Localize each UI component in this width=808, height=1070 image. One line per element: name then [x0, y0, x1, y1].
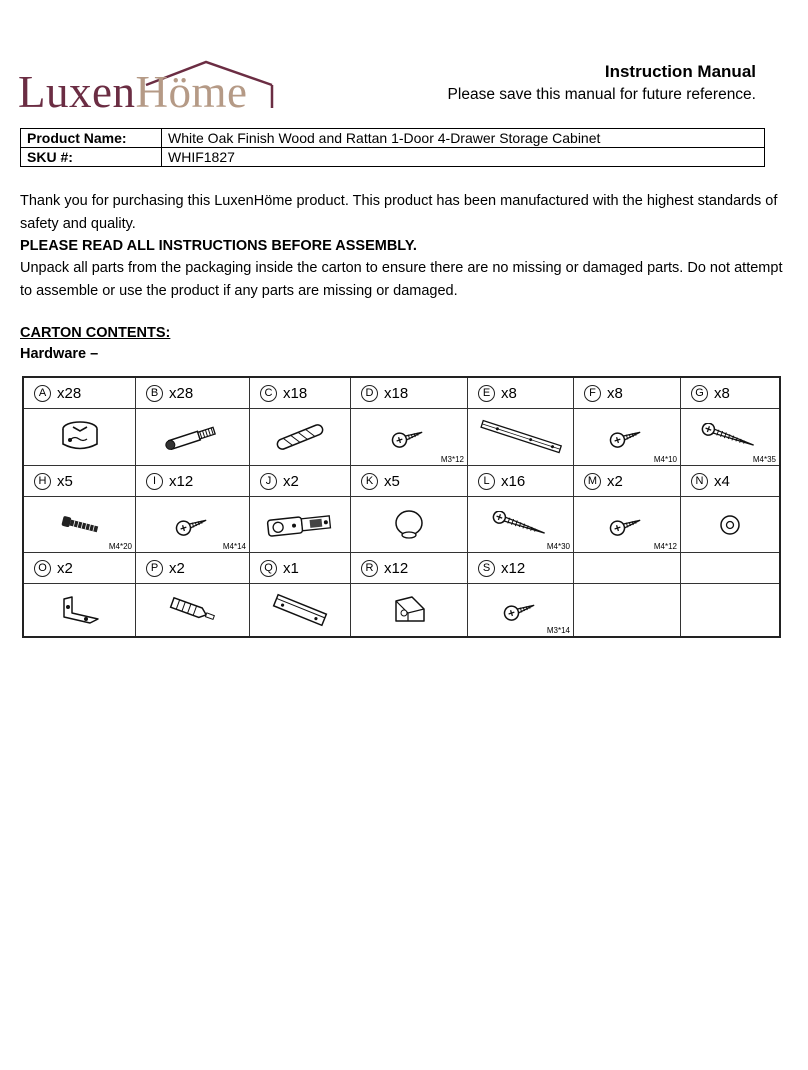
part-letter-badge: J — [260, 473, 277, 490]
brand-part-2: Höme — [135, 67, 248, 117]
part-g-picture — [681, 409, 779, 466]
part-letter-badge: R — [361, 560, 378, 577]
part-quantity: x12 — [169, 472, 194, 490]
part-q-header — [250, 553, 351, 584]
part-letter-badge: D — [361, 385, 378, 402]
intro-thanks: Thank you for purchasing this LuxenHöme product. This product has been manufactured with the highest standards of safety and quality. — [20, 193, 778, 232]
part-a-header — [24, 378, 136, 409]
brand-logo — [18, 58, 280, 117]
part-letter-badge: E — [478, 385, 495, 402]
part-quantity: x2 — [607, 472, 623, 490]
part-quantity: x12 — [384, 559, 409, 577]
part-quantity: x2 — [283, 472, 299, 490]
part-quantity: x1 — [283, 559, 299, 577]
part-l-picture — [468, 497, 574, 553]
part-letter-badge: O — [34, 560, 51, 577]
part-letter-badge: I — [146, 473, 163, 490]
part-i-header — [136, 466, 250, 497]
product-name-label: Product Name: — [21, 129, 162, 148]
part-size-label: M4*14 — [222, 542, 246, 551]
part-f-picture — [574, 409, 681, 466]
product-name-row — [21, 129, 765, 148]
part-e-picture — [468, 409, 574, 466]
part-quantity: x28 — [57, 384, 82, 402]
part-quantity: x8 — [607, 384, 623, 402]
part-k-picture — [351, 497, 468, 553]
part-n-picture — [681, 497, 779, 553]
part-k-header — [351, 466, 468, 497]
part-j-header — [250, 466, 351, 497]
part-d-picture — [351, 409, 468, 466]
part-letter-badge: P — [146, 560, 163, 577]
document-title: Instruction Manual — [604, 62, 756, 81]
part-quantity: x5 — [384, 472, 400, 490]
part-quantity: x5 — [57, 472, 73, 490]
part-q-picture — [250, 584, 351, 636]
part-p-header — [136, 553, 250, 584]
sku-value: WHIF1827 — [162, 148, 765, 167]
sku-row — [21, 148, 765, 167]
product-name-value: White Oak Finish Wood and Rattan 1-Door 4-Drawer Storage Cabinet — [162, 129, 765, 148]
part-s-picture — [468, 584, 574, 636]
part-l-header — [468, 466, 574, 497]
part-letter-badge: F — [584, 385, 601, 402]
document-subtitle: Please save this manual for future reference. — [447, 86, 756, 103]
part-a-picture — [24, 409, 136, 466]
hardware-label: Hardware – — [20, 346, 99, 362]
part-g-header — [681, 378, 779, 409]
part-r-picture — [351, 584, 468, 636]
part-quantity: x28 — [169, 384, 194, 402]
part-letter-badge: G — [691, 385, 708, 402]
part-letter-badge: A — [34, 385, 51, 402]
part-letter-badge: Q — [260, 560, 277, 577]
part-letter-badge: K — [361, 473, 378, 490]
part-f-header — [574, 378, 681, 409]
part-quantity: x2 — [57, 559, 73, 577]
product-info-table — [20, 128, 765, 167]
empty-header-cell — [574, 553, 681, 584]
part-m-header — [574, 466, 681, 497]
part-size-label: M4*20 — [108, 542, 132, 551]
empty-picture-cell — [574, 584, 681, 636]
empty-picture-cell — [681, 584, 779, 636]
part-h-picture — [24, 497, 136, 553]
part-o-header — [24, 553, 136, 584]
part-o-picture — [24, 584, 136, 636]
brand-part-1: Luxen — [18, 67, 136, 117]
part-quantity: x8 — [501, 384, 517, 402]
part-quantity: x18 — [283, 384, 308, 402]
part-m-picture — [574, 497, 681, 553]
part-quantity: x16 — [501, 472, 526, 490]
part-r-header — [351, 553, 468, 584]
part-e-header — [468, 378, 574, 409]
part-quantity: x8 — [714, 384, 730, 402]
part-quantity: x18 — [384, 384, 409, 402]
part-h-header — [24, 466, 136, 497]
part-j-picture — [250, 497, 351, 553]
part-s-header — [468, 553, 574, 584]
intro-warning: PLEASE READ ALL INSTRUCTIONS BEFORE ASSEMBLY. — [20, 238, 417, 254]
part-c-header — [250, 378, 351, 409]
part-size-label: M3*12 — [440, 455, 464, 464]
part-size-label: M4*30 — [546, 542, 570, 551]
part-quantity: x12 — [501, 559, 526, 577]
part-d-header — [351, 378, 468, 409]
part-letter-badge: H — [34, 473, 51, 490]
brand-wordmark — [18, 67, 248, 117]
part-letter-badge: L — [478, 473, 495, 490]
part-size-label: M4*12 — [653, 542, 677, 551]
part-size-label: M3*14 — [546, 626, 570, 635]
part-letter-badge: N — [691, 473, 708, 490]
part-size-label: M4*10 — [653, 455, 677, 464]
sku-label: SKU #: — [21, 148, 162, 167]
part-b-header — [136, 378, 250, 409]
part-letter-badge: B — [146, 385, 163, 402]
carton-contents-heading: CARTON CONTENTS: — [20, 325, 171, 341]
part-i-picture — [136, 497, 250, 553]
part-letter-badge: S — [478, 560, 495, 577]
part-c-picture — [250, 409, 351, 466]
part-letter-badge: M — [584, 473, 601, 490]
part-quantity: x2 — [169, 559, 185, 577]
hardware-grid — [22, 376, 781, 638]
part-b-picture — [136, 409, 250, 466]
empty-header-cell — [681, 553, 779, 584]
part-letter-badge: C — [260, 385, 277, 402]
intro-unpack: Unpack all parts from the packaging inside the carton to ensure there are no missing or damaged parts. Do not attempt to assemble or use the product if any parts are missing or damaged. — [20, 260, 783, 299]
part-size-label: M4*35 — [752, 455, 776, 464]
part-quantity: x4 — [714, 472, 730, 490]
part-p-picture — [136, 584, 250, 636]
part-n-header — [681, 466, 779, 497]
